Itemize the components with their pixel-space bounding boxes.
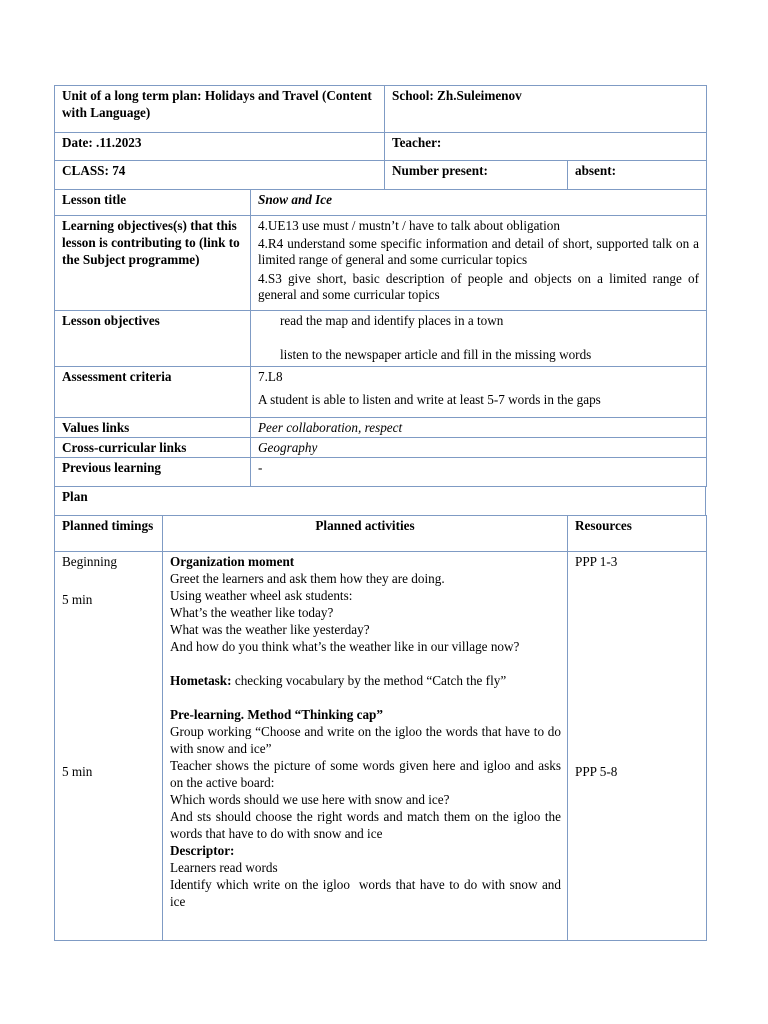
learning-objective-1: 4.UE13 use must / mustn’t / have to talk about obligation	[258, 218, 560, 233]
learning-objectives-value	[251, 216, 707, 311]
timings-cell	[55, 552, 163, 941]
timing-prelearning: 5 min	[62, 764, 93, 779]
hometask-label: Hometask:	[170, 673, 232, 688]
cross-curricular-value: Geography	[251, 438, 707, 458]
plan-table	[54, 515, 707, 941]
hometask-text	[170, 672, 561, 689]
org-line-3: What’s the weather like today?	[170, 605, 334, 620]
descriptor-heading: Descriptor:	[170, 843, 235, 858]
prelearning-line-4: And sts should choose the right words and match them on the igloo the words that have to do with snow and ice	[170, 809, 565, 841]
values-links-label: Values links	[55, 418, 251, 438]
previous-learning-value: -	[251, 458, 707, 487]
org-line-5: And how do you think what’s the weather like in our village now?	[170, 639, 520, 654]
timing-organization: 5 min	[62, 592, 93, 607]
prelearning-line-3: Which words should we use here with snow and ice?	[170, 792, 450, 807]
activities-cell	[163, 552, 568, 941]
school-cell: School: Zh.Suleimenov	[385, 86, 707, 133]
resource-ppp-5-8: PPP 5-8	[575, 764, 618, 779]
org-line-4: What was the weather like yesterday?	[170, 622, 370, 637]
organization-heading: Organization moment	[170, 554, 295, 569]
lesson-title-label: Lesson title	[55, 190, 251, 216]
values-links-value: Peer collaboration, respect	[251, 418, 707, 438]
date-cell: Date: .11.2023	[55, 133, 385, 161]
lesson-title-value: Snow and Ice	[251, 190, 707, 216]
lesson-objectives-label: Lesson objectives	[55, 311, 251, 367]
learning-objective-3: 4.S3 give short, basic description of people and objects on a limited range of general and some curricular topics	[258, 271, 703, 302]
teacher-cell: Teacher:	[385, 133, 707, 161]
learning-objective-2: 4.R4 understand some specific information and detail of short, supported talk on a limited range of general and some curricular topics	[258, 236, 703, 267]
unit-label: Unit of a long term plan:	[62, 88, 202, 103]
assessment-text: A student is able to listen and write at least 5-7 words in the gaps	[258, 392, 601, 407]
org-line-1: Greet the learners and ask them how they are doing.	[170, 571, 445, 586]
lesson-objective-1: read the map and identify places in a town	[280, 313, 504, 328]
number-present-cell: Number present:	[385, 161, 568, 190]
org-line-2: Using weather wheel ask students:	[170, 588, 353, 603]
cross-curricular-label: Cross-curricular links	[55, 438, 251, 458]
unit-value: Holidays and Travel (Content with Language)	[62, 88, 372, 120]
plan-heading-table	[54, 486, 706, 516]
prelearning-line-1: Group working “Choose and write on the igloo the words that have to do with snow and ice”	[170, 724, 565, 756]
prelearning-line-2: Teacher shows the picture of some words given here and igloo and asks on the active board:	[170, 758, 565, 790]
lesson-plan-document	[54, 85, 706, 940]
learning-objectives-label: Learning objectives(s) that this lesson is contributing to (link to the Subject programme)	[55, 216, 251, 311]
lesson-objective-2: listen to the newspaper article and fill in the missing words	[280, 347, 592, 362]
prelearning-heading: Pre-learning. Method “Thinking cap”	[170, 707, 383, 722]
previous-learning-label: Previous learning	[55, 458, 251, 487]
col-header-activities: Planned activities	[163, 516, 568, 552]
unit-cell	[55, 86, 385, 133]
assessment-value	[251, 367, 707, 418]
descriptor-line-1: Learners read words	[170, 860, 278, 875]
info-table	[54, 189, 707, 487]
resource-ppp-1-3: PPP 1-3	[575, 554, 618, 569]
absent-cell: absent:	[568, 161, 707, 190]
col-header-timings: Planned timings	[55, 516, 163, 552]
timing-beginning: Beginning	[62, 554, 117, 569]
resources-cell	[568, 552, 707, 941]
header-table	[54, 85, 707, 190]
class-cell: CLASS: 74	[55, 161, 385, 190]
descriptor-line-2: Identify which write on the igloo words that have to do with snow and ice	[170, 877, 565, 909]
hometask-description: checking vocabulary by the method “Catch the fly”	[231, 673, 507, 688]
lesson-objectives-value	[251, 311, 707, 367]
col-header-resources: Resources	[568, 516, 707, 552]
assessment-code: 7.L8	[258, 369, 283, 384]
plan-heading: Plan	[55, 487, 706, 516]
assessment-label: Assessment criteria	[55, 367, 251, 418]
